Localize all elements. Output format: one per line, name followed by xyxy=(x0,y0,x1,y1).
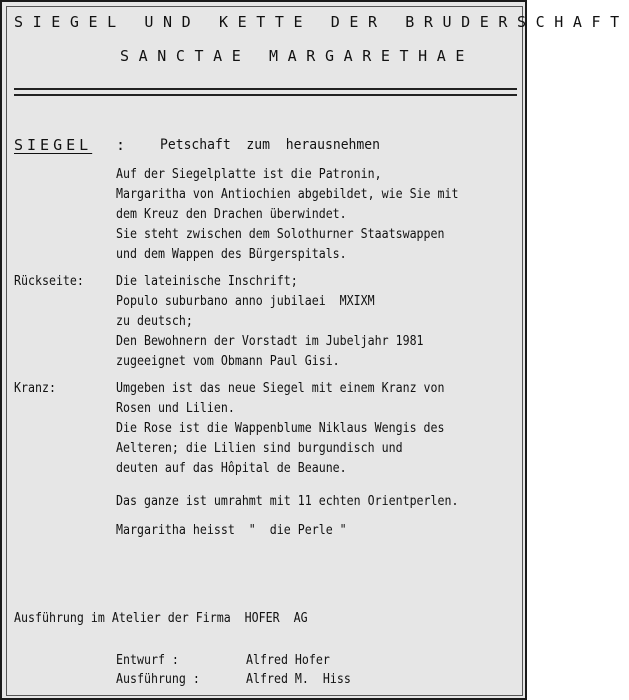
rueckseite-label: Rückseite: xyxy=(14,273,84,289)
credit-name-ausfuehrung: Alfred M. Hiss xyxy=(246,671,351,687)
siegel-line-5: und dem Wappen des Bürgerspitals. xyxy=(116,246,347,262)
kranz-line-5: deuten auf das Hôpital de Beaune. xyxy=(116,460,347,476)
rueckseite-line-3: zu deutsch; xyxy=(116,313,193,329)
credit-name-entwurf: Alfred Hofer xyxy=(246,652,330,668)
siegel-line-2: Margaritha von Antiochien abgebildet, wie Sie mit xyxy=(116,186,459,202)
credit-role-ausfuehrung: Ausführung : xyxy=(116,671,200,687)
siegel-colon: : xyxy=(116,136,126,154)
rueckseite-line-5: zugeeignet vom Obmann Paul Gisi. xyxy=(116,353,340,369)
rueckseite-line-1: Die lateinische Inschrift; xyxy=(116,273,298,289)
atelier-line: Ausführung im Atelier der Firma HOFER AG xyxy=(14,610,308,626)
siegel-line-1: Auf der Siegelplatte ist die Patronin, xyxy=(116,166,382,182)
siegel-heading: Petschaft zum herausnehmen xyxy=(160,137,380,153)
kranz-perlen-line: Das ganze ist umrahmt mit 11 echten Orientperlen. xyxy=(116,493,459,509)
kranz-line-2: Rosen und Lilien. xyxy=(116,400,235,416)
double-rule-divider xyxy=(14,88,517,96)
kranz-perle-line: Margaritha heisst " die Perle " xyxy=(116,522,347,538)
kranz-line-3: Die Rose ist die Wappenblume Niklaus Wengis des xyxy=(116,420,445,436)
title-line-2: SANCTAE MARGARETHAE xyxy=(120,47,474,65)
siegel-line-4: Sie steht zwischen dem Solothurner Staatswappen xyxy=(116,226,445,242)
siegel-label: SIEGEL xyxy=(14,136,93,154)
credit-role-entwurf: Entwurf : xyxy=(116,652,179,668)
rueckseite-line-4: Den Bewohnern der Vorstadt im Jubeljahr 1981 xyxy=(116,333,424,349)
title-line-1: SIEGEL UND KETTE DER BRUDERSCHAFT xyxy=(14,13,629,31)
kranz-line-1: Umgeben ist das neue Siegel mit einem Kranz von xyxy=(116,380,445,396)
rueckseite-line-2: Populo suburbano anno jubilaei MXIXM xyxy=(116,293,375,309)
page-border xyxy=(6,6,523,696)
siegel-line-3: dem Kreuz den Drachen überwindet. xyxy=(116,206,347,222)
kranz-line-4: Aelteren; die Lilien sind burgundisch und xyxy=(116,440,403,456)
kranz-label: Kranz: xyxy=(14,380,56,396)
